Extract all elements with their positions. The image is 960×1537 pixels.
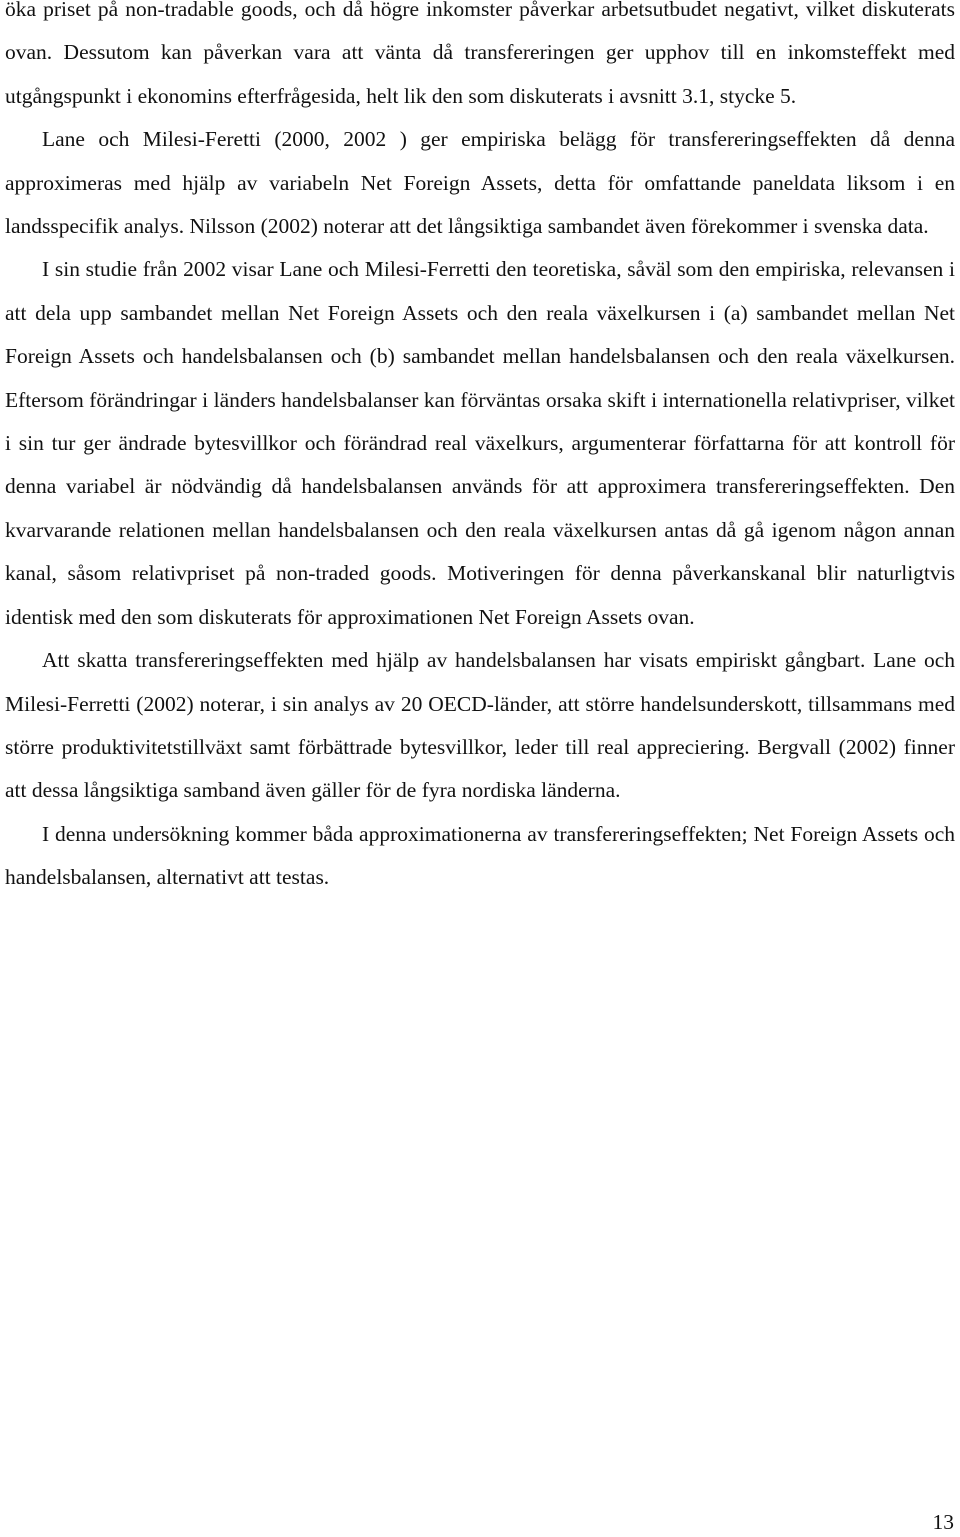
- page-number: 13: [932, 1510, 954, 1534]
- paragraph-1: öka priset på non-tradable goods, och då högre inkomster påverkar arbetsutbudet negativt, vilket diskuterats ovan. Dessutom kan påverkan vara att vänta då transfereringen ger upphov till en inkomsteffekt med utgångspunkt i ekonomins efterfrågesida, helt lik den som diskuterats i avsnitt 3.1, stycke 5.: [5, 0, 955, 108]
- paragraph-4: Att skatta transfereringseffekten med hjälp av handelsbalansen har visats empiriskt gångbart. Lane och Milesi-Ferretti (2002) noterar, i sin analys av 20 OECD-länder, att större handelsunderskott, tillsammans med större produktivitetstillväxt samt förbättrade bytesvillkor, leder till real appreciering. Bergvall (2002) finner att dessa långsiktiga samband även gäller för de fyra nordiska länderna.: [5, 648, 955, 803]
- paragraph-5: I denna undersökning kommer båda approximationerna av transfereringseffekten; Net Foreign Assets och handelsbalansen, alternativt att testas.: [5, 821, 955, 890]
- paragraph-3: I sin studie från 2002 visar Lane och Milesi-Ferretti den teoretiska, såväl som den empiriska, relevansen i att dela upp sambandet mellan Net Foreign Assets och den reala växelkursen i (a) sambandet mellan Net Foreign Assets och handelsbalansen och (b) sambandet mellan handelsbalansen och den reala växelkursen. Eftersom förändringar i länders handelsbalanser kan förväntas orsaka skift i internationella relativpriser, vilket i sin tur ger ändrade bytesvillkor och förändrad real växelkurs, argumenterar författarna för att kontroll för denna variabel är nödvändig då handelsbalansen används för att approximera transfereringseffekten. Den kvarvarande relationen mellan handelsbalansen och den reala växelkursen antas då gå igenom någon annan kanal, såsom relativpriset på non-traded goods. Motiveringen för denna påverkanskanal blir naturligtvis identisk med den som diskuterats för approximationen Net Foreign Assets ovan.: [5, 257, 955, 629]
- document-page: [5, 0, 955, 900]
- paragraph-2: Lane och Milesi-Feretti (2000, 2002 ) ger empiriska belägg för transfereringseffekten då denna approximeras med hjälp av variabeln Net Foreign Assets, detta för omfattande paneldata liksom i en landsspecifik analys. Nilsson (2002) noterar att det långsiktiga sambandet även förekommer i svenska data.: [5, 127, 955, 239]
